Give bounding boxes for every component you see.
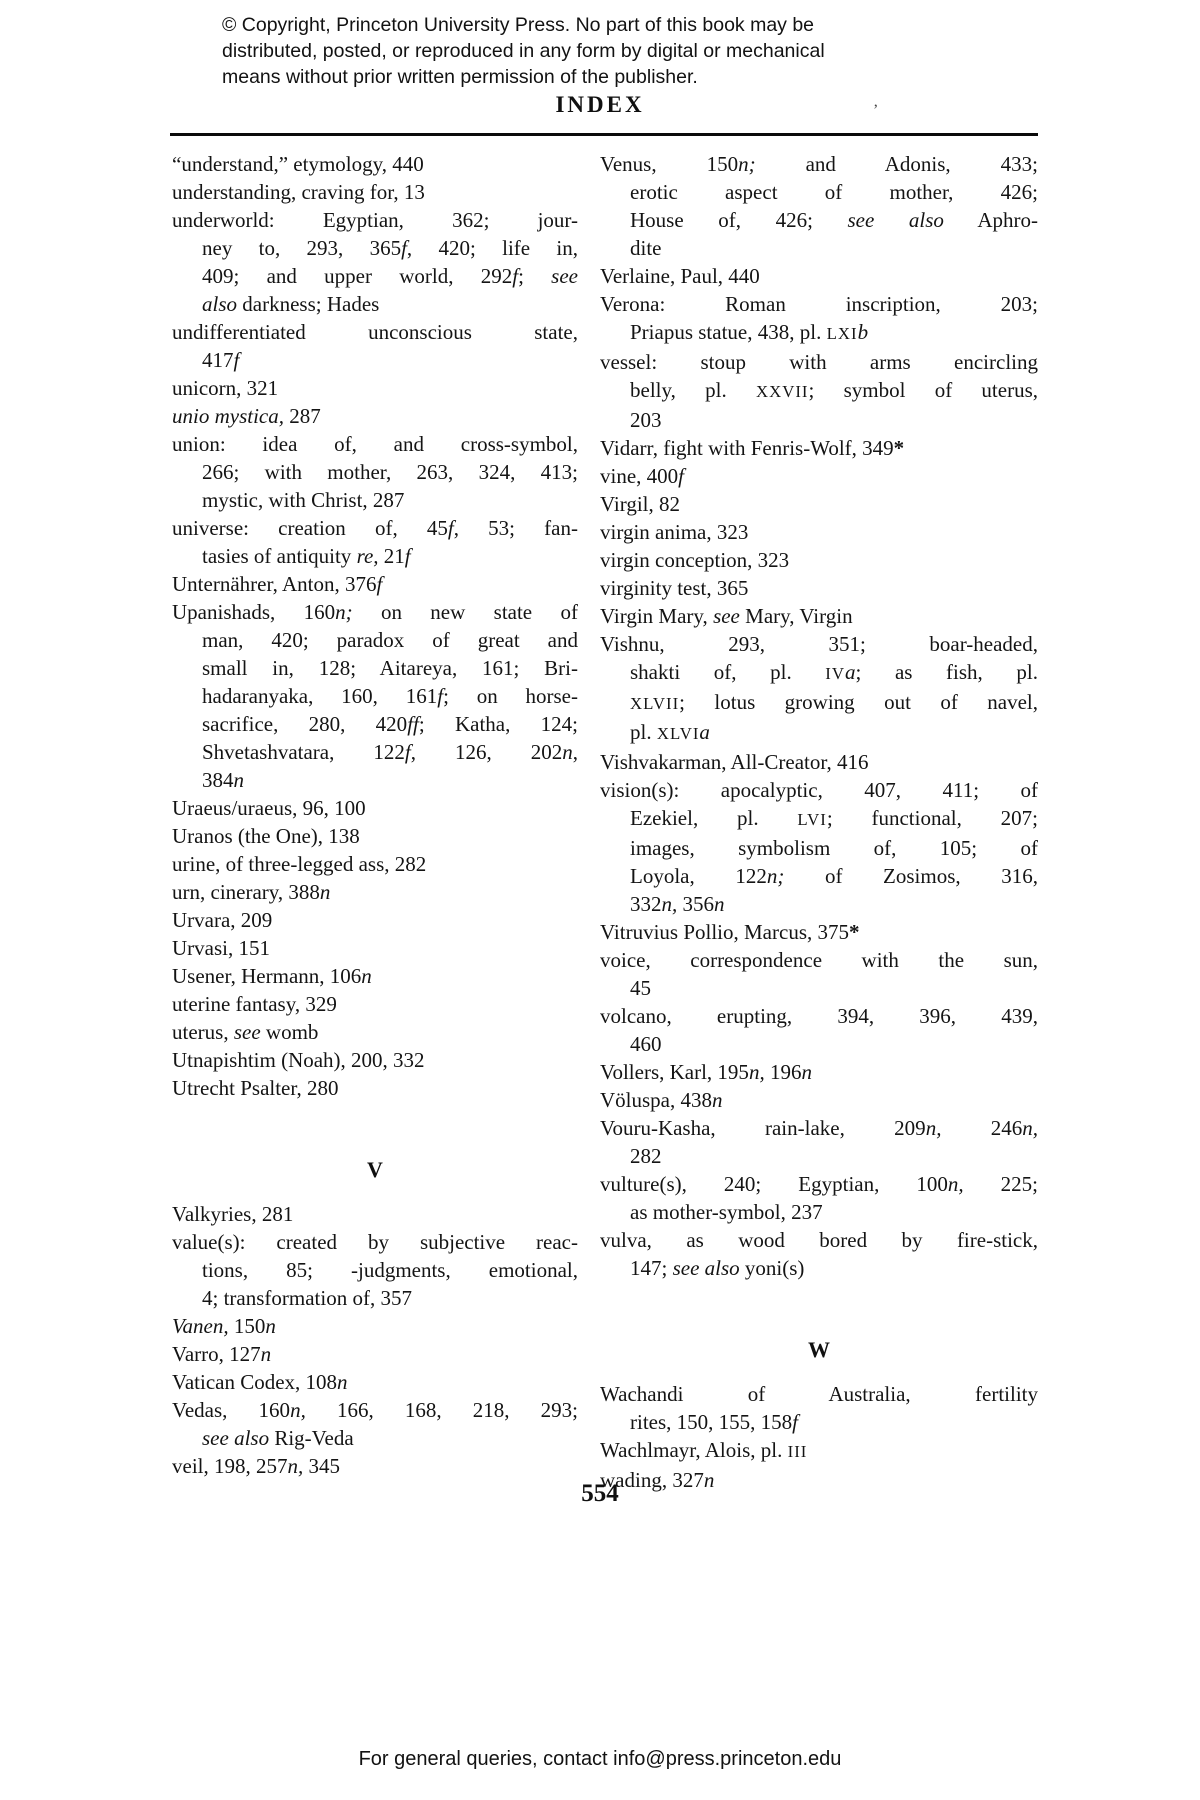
index-entry: Urvasi, 151 xyxy=(172,936,270,960)
index-entry: wading, 327n xyxy=(600,1468,715,1492)
index-entry: veil, 198, 257n, 345 xyxy=(172,1454,340,1478)
index-entry: vine, 400f xyxy=(600,464,684,488)
title-rule xyxy=(170,133,1038,136)
index-entry: Usener, Hermann, 106n xyxy=(172,964,372,988)
copyright-notice xyxy=(222,12,825,90)
index-section-heading: W xyxy=(808,1337,830,1362)
index-entry: Vishvakarman, All-Creator, 416 xyxy=(600,750,869,774)
index-entry: Uraeus/uraeus, 96, 100 xyxy=(172,796,366,820)
index-entry: Vidarr, fight with Fenris-Wolf, 349* xyxy=(600,436,905,460)
index-entry: Wachlmayr, Alois, pl. III xyxy=(600,1438,808,1462)
index-entry: Unternährer, Anton, 376f xyxy=(172,572,383,596)
index-entry: vulture(s), 240; Egyptian, 100n, 225; as mother-symbol, 237 xyxy=(600,1172,1039,1224)
index-entry: Verlaine, Paul, 440 xyxy=(600,264,760,288)
index-entry: underworld: Egyptian, 362; jour- ney to, 293, 365f, 420; life in, 409; and upper world, 292f; see also darkness; Hades xyxy=(172,208,578,316)
copyright-line: means without prior written permission of the publisher. xyxy=(222,66,698,88)
index-entry: Virgin Mary, see Mary, Virgin xyxy=(600,604,853,628)
index-column-left xyxy=(172,150,578,1494)
index-entry: urine, of three-legged ass, 282 xyxy=(172,852,427,876)
copyright-line: © Copyright, Princeton University Press. No part of this book may be xyxy=(222,14,815,36)
index-entry: Wachandi of Australia, fertility rites, 150, 155, 158f xyxy=(600,1382,1038,1434)
index-entry: vessel: stoup with arms encircling belly, pl. XXVII; symbol of uterus, 203 xyxy=(600,350,1038,432)
index-entry: virgin anima, 323 xyxy=(600,520,749,544)
index-entry: Vollers, Karl, 195n, 196n xyxy=(600,1060,812,1084)
index-entry: Vouru-Kasha, rain-lake, 209n, 246n, 282 xyxy=(600,1116,1039,1168)
index-entry: vulva, as wood bored by fire-stick, 147; see also yoni(s) xyxy=(600,1228,1038,1280)
index-entry: virginity test, 365 xyxy=(600,576,749,600)
index-entry: Utnapishtim (Noah), 200, 332 xyxy=(172,1048,425,1072)
index-entry: Vitruvius Pollio, Marcus, 375* xyxy=(600,920,860,944)
index-entry: universe: creation of, 45f, 53; fan- tasies of antiquity re, 21f xyxy=(172,516,578,568)
index-entry: Vishnu, 293, 351; boar-headed, shakti of, pl. IVa; as fish, pl. XLVII; lotus growing out of navel, pl. XLVIa xyxy=(600,632,1038,744)
index-entry: “understand,” etymology, 440 xyxy=(172,152,424,176)
index-entry: virgin conception, 323 xyxy=(600,548,790,572)
index-entry: Upanishads, 160n; on new state of man, 420; paradox of great and small in, 128; Aitareya, 161; Bri- hadaranyaka, 160, 161f; on horse- sacrifice, 280, 420ff; Katha, 124; Shvetashvatara, 122f, 126, 202n, 384n xyxy=(172,600,579,792)
index-entry: Vanen, 150n xyxy=(172,1314,276,1338)
footer-note: For general queries, contact info@press.princeton.edu xyxy=(358,1748,842,1770)
index-entry: unicorn, 321 xyxy=(172,376,279,400)
index-entry: Uranos (the One), 138 xyxy=(172,824,360,848)
index-column-right xyxy=(600,150,1038,1494)
index-entry: Utrecht Psalter, 280 xyxy=(172,1076,339,1100)
index-entry: Völuspa, 438n xyxy=(600,1088,723,1112)
index-entry: unio mystica, 287 xyxy=(172,404,321,428)
index-entry: understanding, craving for, 13 xyxy=(172,180,425,204)
index-entry: vision(s): apocalyptic, 407, 411; of Ezekiel, pl. LVI; functional, 207; images, symbolism of, 105; of Loyola, 122n; of Zosimos, 316, 332n, 356n xyxy=(600,778,1038,916)
index-entry: voice, correspondence with the sun, 45 xyxy=(600,948,1038,1000)
index-entry: urn, cinerary, 388n xyxy=(172,880,331,904)
index-entry: uterus, see womb xyxy=(172,1020,319,1044)
index-entry: Urvara, 209 xyxy=(172,908,273,932)
index-entry: Vedas, 160n, 166, 168, 218, 293; see also Rig-Veda xyxy=(172,1398,578,1450)
index-entry: union: idea of, and cross-symbol, 266; with mother, 263, 324, 413; mystic, with Christ, 287 xyxy=(172,432,578,512)
index-entry: Venus, 150n; and Adonis, 433; erotic aspect of mother, 426; House of, 426; see also Aphro- dite xyxy=(600,152,1038,260)
index-entry: uterine fantasy, 329 xyxy=(172,992,337,1016)
index-entry: Vatican Codex, 108n xyxy=(172,1370,348,1394)
index-entry: volcano, erupting, 394, 396, 439, 460 xyxy=(600,1004,1038,1056)
page-number: 554 xyxy=(581,1480,619,1507)
index-entry: value(s): created by subjective reac- tions, 85; -judgments, emotional, 4; transformation of, 357 xyxy=(172,1230,578,1310)
index-entry: Verona: Roman inscription, 203; Priapus statue, 438, pl. LXIb xyxy=(600,292,1038,344)
index-entry: Varro, 127n xyxy=(172,1342,272,1366)
index-section-heading: V xyxy=(367,1157,383,1182)
page-title: INDEX xyxy=(555,92,645,117)
index-entry: Valkyries, 281 xyxy=(172,1202,294,1226)
copyright-line: distributed, posted, or reproduced in any form by digital or mechanical xyxy=(222,40,825,62)
index-entry: Virgil, 82 xyxy=(600,492,681,516)
index-columns xyxy=(172,150,1038,1494)
stray-mark: ’ xyxy=(873,102,879,119)
index-entry: undifferentiated unconscious state, 417f xyxy=(172,320,578,372)
